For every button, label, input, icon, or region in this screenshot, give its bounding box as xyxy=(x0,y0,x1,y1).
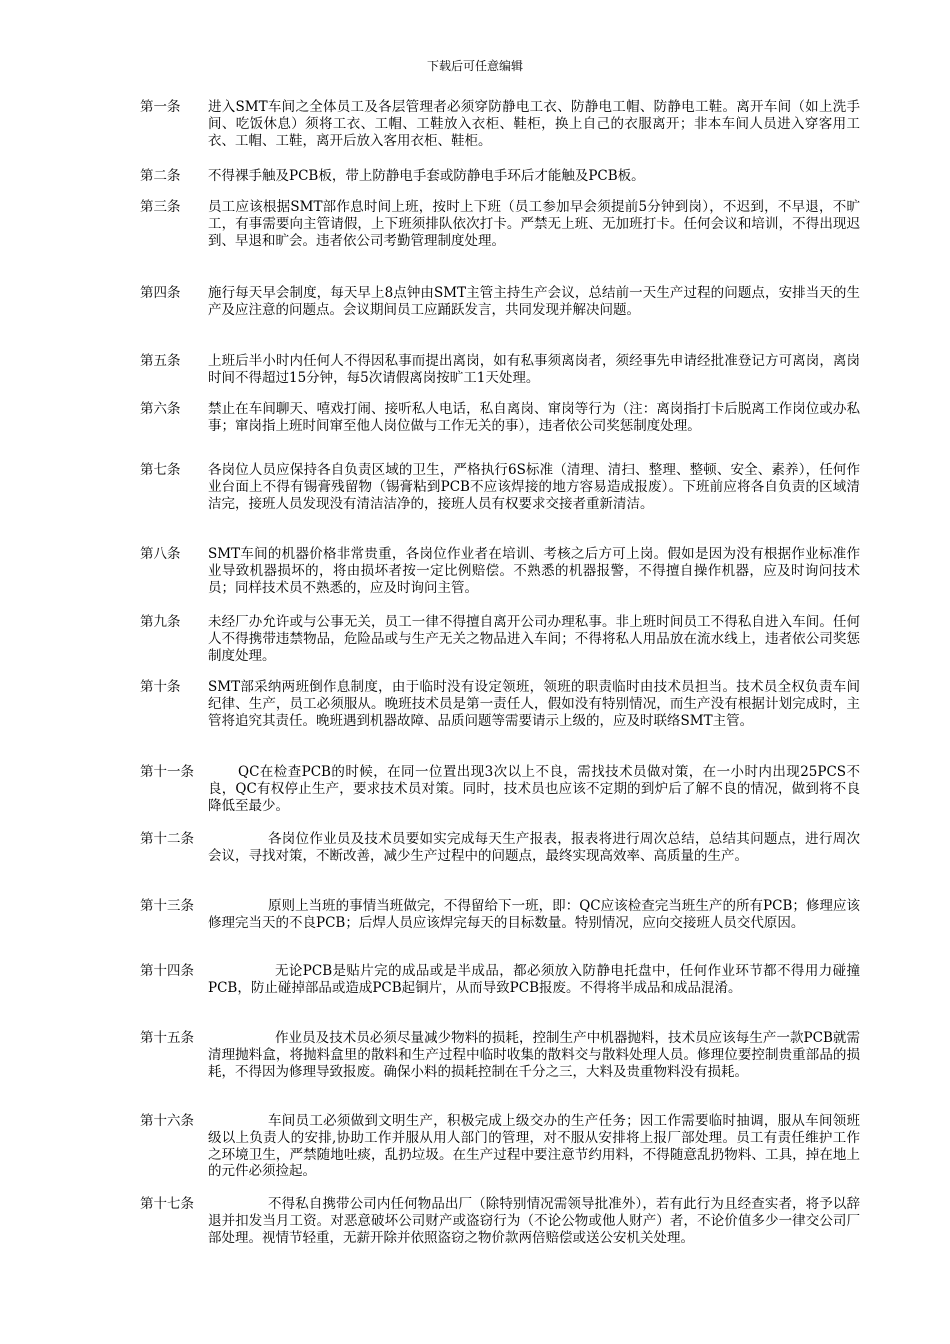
article-label: 第五条 xyxy=(140,353,181,369)
article-2 xyxy=(140,168,860,185)
article-label: 第十二条 xyxy=(140,831,194,847)
article-text: QC在检查PCB的时候，在同一位置出现3次以上不良，需找技术员做对策，在一小时内出现25PCS不良，QC有权停止生产，要求技术员对策。同时，技术员也应该不定期的到炉后了解不良的情况，做到将不良降低至最少。 xyxy=(208,764,860,814)
article-label: 第二条 xyxy=(140,168,181,184)
article-label: 第一条 xyxy=(140,99,181,115)
article-text: 各岗位人员应保持各自负责区域的卫生，严格执行6S标准（清理、清扫、整理、整顿、安全、素养），任何作业台面上不得有锡膏残留物（锡膏粘到PCB不应该焊接的地方容易造成报废）。下班前应将各自负责的区域清洁完，接班人员发现没有清洁洁净的，接班人员有权要求交接者重新清洁。 xyxy=(208,462,860,512)
article-label: 第十六条 xyxy=(140,1113,194,1129)
article-text: SMT车间的机器价格非常贵重，各岗位作业者在培训、考核之后方可上岗。假如是因为没有根据作业标准作业导致机器损坏的，将由损坏者按一定比例赔偿。不熟悉的机器报警，不得擅自操作机器，应及时询问技术员；同样技术员不熟悉的，应及时询问主管。 xyxy=(208,546,860,596)
article-7 xyxy=(140,462,860,512)
article-text: 不得裸手触及PCB板，带上防静电手套或防静电手环后才能触及PCB板。 xyxy=(208,168,645,184)
article-text: 不得私自携带公司内任何物品出厂（除特别情况需领导批准外），若有此行为且经查实者，将予以辞退并扣发当月工资。对恶意破坏公司财产或盗窃行为（不论公物或他人财产）者，不论价值多少一律交公司厂部处理。视情节轻重，无薪开除并依照盗窃之物价款两倍赔偿或送公安机关处理。 xyxy=(208,1196,860,1246)
article-5 xyxy=(140,353,860,387)
page-header: 下载后可任意编辑 xyxy=(426,59,523,73)
article-8 xyxy=(140,546,860,596)
article-6 xyxy=(140,401,860,435)
article-13 xyxy=(140,898,860,932)
article-text: 各岗位作业员及技术员要如实完成每天生产报表，报表将进行周次总结，总结其问题点，进行周次会议，寻找对策，不断改善，减少生产过程中的问题点，最终实现高效率、高质量的生产。 xyxy=(208,831,860,864)
article-11 xyxy=(140,764,860,814)
article-label: 第十条 xyxy=(140,679,181,695)
article-9 xyxy=(140,614,860,664)
article-label: 第六条 xyxy=(140,401,181,417)
article-16 xyxy=(140,1113,860,1180)
article-label: 第十一条 xyxy=(140,764,194,780)
article-14 xyxy=(140,963,860,997)
article-1 xyxy=(140,99,860,149)
article-3 xyxy=(140,199,860,249)
article-label: 第四条 xyxy=(140,285,181,301)
article-text: 禁止在车间聊天、嘻戏打闹、接听私人电话，私自离岗、窜岗等行为（注：离岗指打卡后脱离工作岗位或办私事；窜岗指上班时间窜至他人岗位做与工作无关的事），违者依公司奖惩制度处理。 xyxy=(208,401,860,434)
article-label: 第九条 xyxy=(140,614,181,630)
article-label: 第七条 xyxy=(140,462,181,478)
article-text: 施行每天早会制度，每天早上8点钟由SMT主管主持生产会议，总结前一天生产过程的问题点，安排当天的生产及应注意的问题点。会议期间员工应踊跃发言，共同发现并解决问题。 xyxy=(208,285,860,318)
article-label: 第十七条 xyxy=(140,1196,194,1212)
article-text: 原则上当班的事情当班做完，不得留给下一班，即：QC应该检查完当班生产的所有PCB；修理应该修理完当天的不良PCB；后焊人员应该焊完每天的目标数量。特别情况，应向交接班人员交代原因。 xyxy=(208,898,860,931)
article-text: 进入SMT车间之全体员工及各层管理者必须穿防静电工衣、防静电工帽、防静电工鞋。离开车间（如上洗手间、吃饭休息）须将工衣、工帽、工鞋放入衣柜、鞋柜，换上自己的衣服离开；非本车间人员进入穿客用工衣、工帽、工鞋，离开后放入客用衣柜、鞋柜。 xyxy=(208,99,860,149)
article-label: 第十三条 xyxy=(140,898,194,914)
article-text: 员工应该根据SMT部作息时间上班，按时上下班（员工参加早会须提前5分钟到岗），不迟到，不早退，不旷工，有事需要向主管请假，上下班须排队依次打卡。严禁无上班、无加班打卡。任何会议和培训，不得出现迟到、早退和旷会。违者依公司考勤管理制度处理。 xyxy=(208,199,860,249)
article-label: 第八条 xyxy=(140,546,181,562)
article-15 xyxy=(140,1030,860,1080)
article-4 xyxy=(140,285,860,319)
article-text: 无论PCB是贴片完的成品或是半成品，都必须放入防静电托盘中，任何作业环节都不得用力碰撞PCB，防止碰掉部品或造成PCB起铜片，从而导致PCB报废。不得将半成品和成品混淆。 xyxy=(208,963,860,996)
article-text: 作业员及技术员必须尽量减少物料的损耗，控制生产中机器抛料，技术员应该每生产一款PCB就需清理抛料盒，将抛料盒里的散料和生产过程中临时收集的散料交与散料处理人员。修理位要控制贵重部品的损耗，不得因为修理导致报废。确保小料的损耗控制在千分之三，大料及贵重物料没有损耗。 xyxy=(208,1030,860,1080)
article-label: 第十四条 xyxy=(140,963,194,979)
article-10 xyxy=(140,679,860,729)
article-text: 未经厂办允许或与公事无关，员工一律不得擅自离开公司办理私事。非上班时间员工不得私自进入车间。任何人不得携带违禁物品，危险品或与生产无关之物品进入车间；不得将私人用品放在流水线上，违者依公司奖惩制度处理。 xyxy=(208,614,860,664)
article-12 xyxy=(140,831,860,865)
article-label: 第十五条 xyxy=(140,1030,194,1046)
article-text: 上班后半小时内任何人不得因私事而提出离岗，如有私事须离岗者，须经事先申请经批准登记方可离岗，离岗时间不得超过15分钟，每5次请假离岗按旷工1天处理。 xyxy=(208,353,860,386)
article-text: 车间员工必须做到文明生产，积极完成上级交办的生产任务；因工作需要临时抽调，服从车间领班级以上负责人的安排,协助工作并服从用人部门的管理，对不服从安排将上报厂部处理。员工有责任维护工作之环境卫生，严禁随地吐痰，乱扔垃圾。在生产过程中要注意节约用料，不得随意乱扔物料、工具，掉在地上的元件必须捡起。 xyxy=(208,1113,860,1180)
article-17 xyxy=(140,1196,860,1246)
article-text: SMT部采纳两班倒作息制度，由于临时没有设定领班，领班的职责临时由技术员担当。技术员全权负责车间纪律、生产，员工必须服从。晚班技术员是第一责任人，假如没有特别情况，而生产没有根据计划完成时，主管将追究其责任。晚班遇到机器故障、品质问题等需要请示上级的，应及时联络SMT主管。 xyxy=(208,679,860,729)
article-label: 第三条 xyxy=(140,199,181,215)
